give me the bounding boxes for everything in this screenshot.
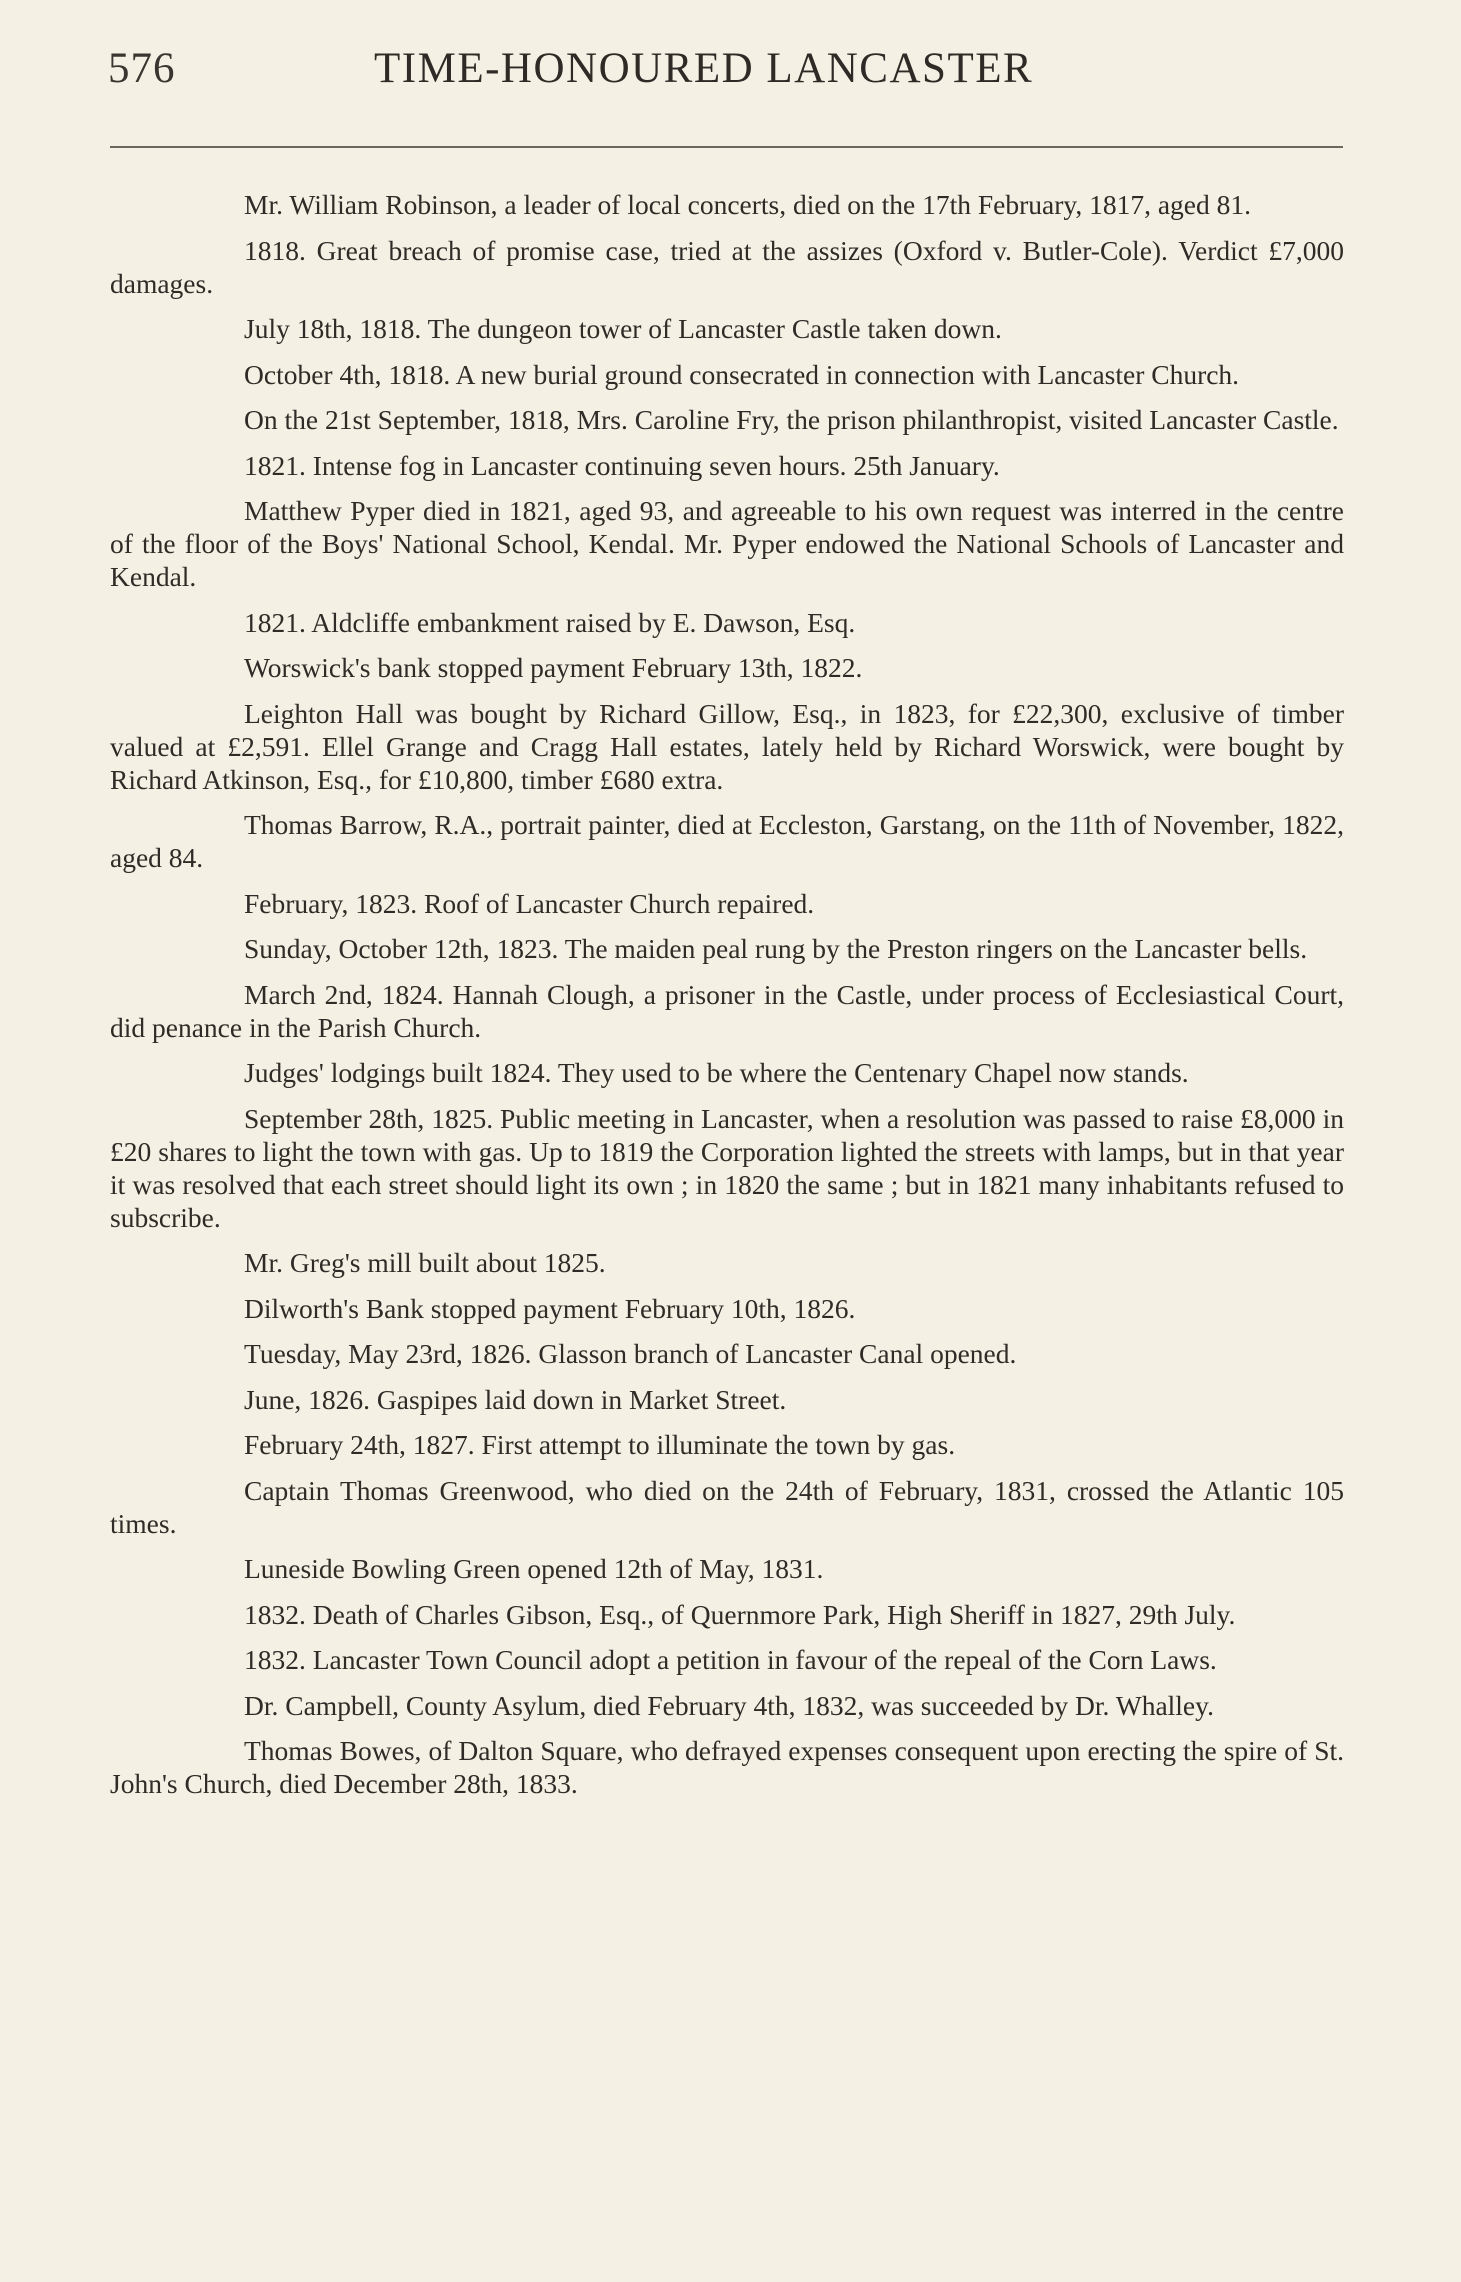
entry: Worswick's bank stopped payment February 13th, 1822. — [244, 652, 863, 683]
header-rule — [110, 146, 1343, 148]
entry: 1832. Lancaster Town Council adopt a petition in favour of the repeal of the Corn Laws. — [244, 1644, 1217, 1675]
entry: October 4th, 1818. A new burial ground consecrated in connection with Lancaster Church. — [244, 358, 1240, 390]
entry: Sunday, October 12th, 1823. The maiden peal rung by the Preston ringers on the Lancaster bells. — [244, 933, 1308, 964]
entry: Dilworth's Bank stopped payment February 10th, 1826. — [244, 1292, 856, 1324]
entry: February 24th, 1827. First attempt to illuminate the town by gas. — [244, 1429, 956, 1460]
page-header — [108, 44, 1358, 104]
entry: March 2nd, 1824. Hannah Clough, a prisoner in the Castle, under process of Ecclesiastical Court, did penance in the Parish Church. — [110, 978, 1344, 1043]
entry: Matthew Pyper died in 1821, aged 93, and agreeable to his own request was interred in the centre of the floor of the Boys' National School, Kendal. Mr. Pyper endowed the National Schools of Lancaster and Kendal. — [110, 495, 1344, 592]
entry: June, 1826. Gaspipes laid down in Market Street. — [244, 1383, 787, 1415]
entry: Leighton Hall was bought by Richard Gillow, Esq., in 1823, for £22,300, exclusive of timber valued at £2,591. Ellel Grange and Cragg Hall estates, lately held by Richard Worswick, were bought by Richard Atkinson, Esq., for £10,800, timber £680 extra. — [110, 697, 1344, 795]
entry: Dr. Campbell, County Asylum, died February 4th, 1832, was succeeded by Dr. Whalley. — [244, 1689, 1214, 1721]
entry: Judges' lodgings built 1824. They used to be where the Centenary Chapel now stands. — [244, 1057, 1189, 1088]
entry: Mr. William Robinson, a leader of local concerts, died on the 17th February, 1817, aged 81. — [244, 189, 1251, 220]
entry: Mr. Greg's mill built about 1825. — [244, 1247, 606, 1278]
entry: February, 1823. Roof of Lancaster Church repaired. — [244, 887, 815, 919]
entry: September 28th, 1825. Public meeting in Lancaster, when a resolution was passed to raise £8,000 in £20 shares to light the town with gas. Up to 1819 the Corporation lighted the streets with lamps, but in that year it was resolved that each street should light its own ; in 1820 the same ; but in 1821 many inhabitants refused to subscribe. — [110, 1102, 1344, 1233]
entry: Captain Thomas Greenwood, who died on the 24th of February, 1831, crossed the Atlantic 105 times. — [110, 1474, 1344, 1539]
entry: Thomas Bowes, of Dalton Square, who defrayed expenses consequent upon erecting the spire of St. John's Church, died December 28th, 1833. — [110, 1735, 1344, 1799]
entry: 1821. Aldcliffe embankment raised by E. Dawson, Esq. — [244, 606, 856, 638]
entry: 1818. Great breach of promise case, tried at the assizes (Oxford v. Butler-Cole). Verdict £7,000 damages. — [110, 234, 1344, 299]
entry: On the 21st September, 1818, Mrs. Caroline Fry, the prison philanthropist, visited Lancaster Castle. — [244, 404, 1339, 435]
entry: 1821. Intense fog in Lancaster continuing seven hours. 25th January. — [244, 449, 1000, 481]
running-title: TIME-HONOURED LANCASTER — [374, 45, 1034, 92]
entry: July 18th, 1818. The dungeon tower of Lancaster Castle taken down. — [244, 313, 1002, 344]
entry: Luneside Bowling Green opened 12th of May, 1831. — [244, 1553, 824, 1584]
entry: 1832. Death of Charles Gibson, Esq., of Quernmore Park, High Sheriff in 1827, 29th July. — [244, 1598, 1236, 1630]
entry: Thomas Barrow, R.A., portrait painter, died at Eccleston, Garstang, on the 11th of November, 1822, aged 84. — [110, 809, 1344, 873]
entry: Tuesday, May 23rd, 1826. Glasson branch of Lancaster Canal opened. — [244, 1338, 1017, 1369]
body-text — [110, 188, 1344, 1813]
page-number: 576 — [108, 45, 176, 92]
